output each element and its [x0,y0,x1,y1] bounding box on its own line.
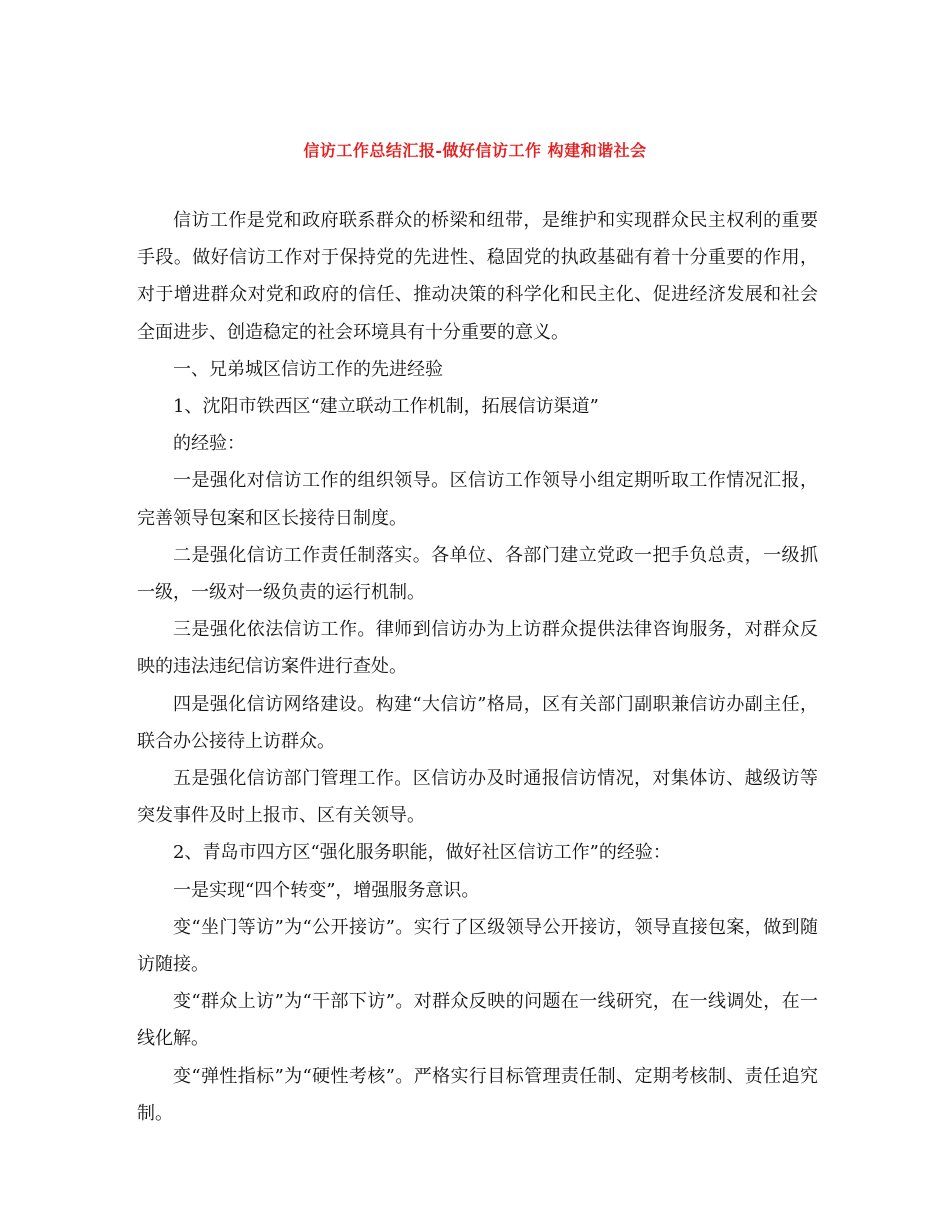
experience-paragraph: 四是强化信访网络建设。构建“大信访”格局，区有关部门副职兼信访办副主任，联合办公接待上访群众。 [137,693,818,752]
experience-paragraph: 三是强化依法信访工作。律师到信访办为上访群众提供法律咨询服务，对群众反映的违法违纪信访案件进行查处。 [137,619,818,678]
experience-paragraph: 一是强化对信访工作的组织领导。区信访工作领导小组定期听取工作情况汇报，完善领导包案和区长接待日制度。 [137,470,818,529]
experience-paragraph: 五是强化信访部门管理工作。区信访办及时通报信访情况，对集体访、越级访等突发事件及时上报市、区有关领导。 [137,768,818,827]
document-body [137,202,818,1132]
subsection-heading: 1、沈阳市铁西区“建立联动工作机制，拓展信访渠道” [173,396,599,418]
change-paragraph: 变“坐门等访”为“公开接访”。实行了区级领导公开接访，领导直接包案，做到随访随接。 [137,916,818,976]
section-heading: 一、兄弟城区信访工作的先进经验 [173,358,443,380]
change-paragraph: 变“群众上访”为“干部下访”。对群众反映的问题在一线研究，在一线调处，在一线化解。 [137,991,818,1050]
intro-paragraph: 信访工作是党和政府联系群众的桥梁和纽带，是维护和实现群众民主权利的重要手段。做好信访工作对于保持党的先进性、稳固党的执政基础有着十分重要的作用，对于增进群众对党和政府的信任、推动决策的科学化和民主化、促进经济发展和社会全面进步、创造稳定的社会环境具有十分重要的意义。 [137,210,818,343]
subsection-heading-continued: 的经验： [173,433,245,455]
change-paragraph: 变“弹性指标”为“硬性考核”。严格实行目标管理责任制、定期考核制、责任追究制。 [137,1065,818,1124]
point-heading: 一是实现“四个转变”，增强服务意识。 [173,879,480,901]
experience-paragraph: 二是强化信访工作责任制落实。各单位、各部门建立党政一把手负总责，一级抓一级，一级对一级负责的运行机制。 [137,544,818,604]
document-title: 信访工作总结汇报-做好信访工作 构建和谐社会 [303,141,647,160]
subsection-heading: 2、青岛市四方区“强化服务职能，做好社区信访工作”的经验： [173,842,671,864]
